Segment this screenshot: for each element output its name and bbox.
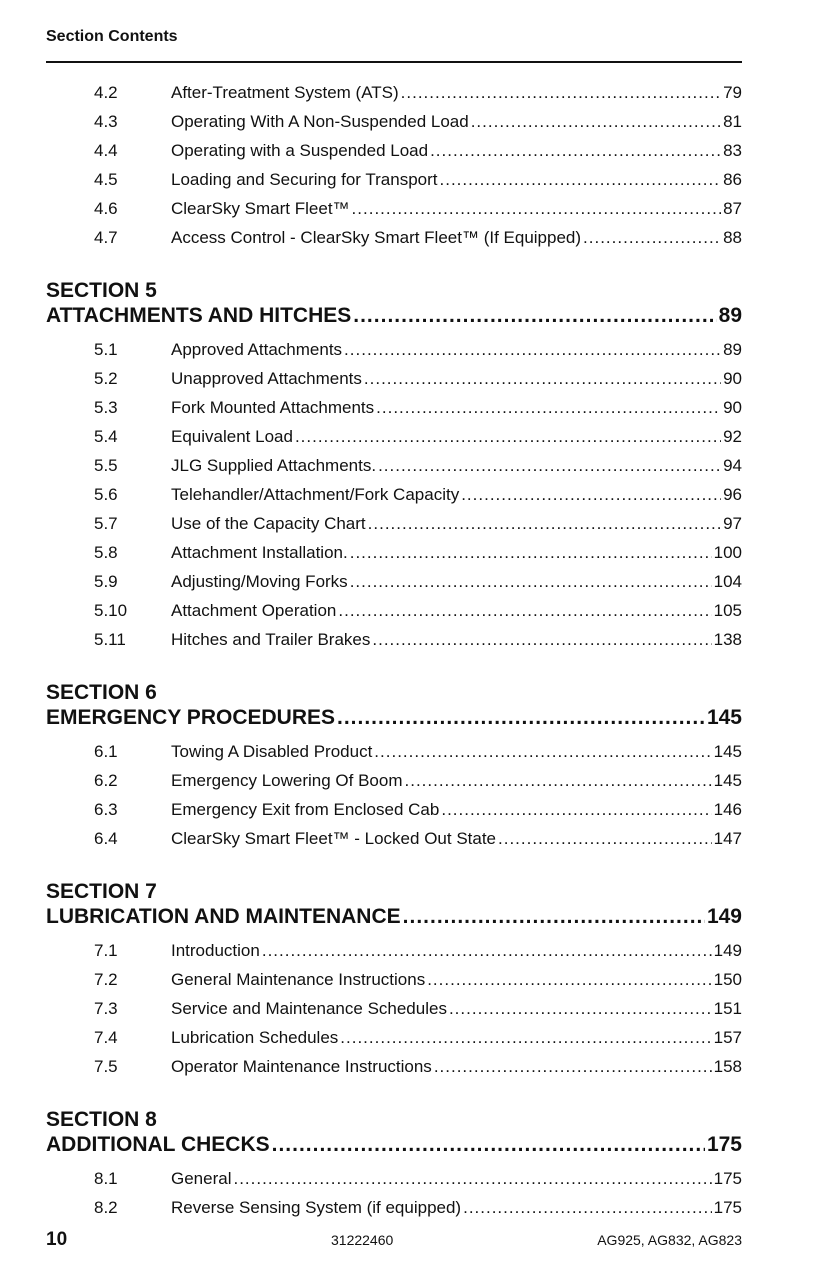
entry-page-number: 87 (723, 199, 742, 218)
dot-leader (374, 742, 711, 762)
toc-entry[interactable] (46, 485, 742, 514)
entry-title: Unapproved Attachments (171, 369, 362, 388)
entry-title: JLG Supplied Attachments. (171, 456, 377, 475)
entry-number: 4.7 (94, 228, 118, 247)
entry-page-number: 146 (713, 800, 742, 819)
section-page-number: 89 (718, 304, 742, 327)
toc-entry[interactable] (46, 1198, 742, 1227)
entry-number: 4.6 (94, 199, 118, 218)
dot-leader (449, 999, 712, 1019)
section-page-number: 149 (706, 905, 742, 928)
page-header-title: Section Contents (46, 28, 178, 45)
entry-title: Reverse Sensing System (if equipped) (171, 1198, 462, 1217)
dot-leader (337, 706, 705, 730)
toc-entry[interactable] (46, 1169, 742, 1198)
entry-number: 6.1 (94, 742, 118, 761)
toc-entry[interactable] (46, 630, 742, 659)
dot-leader (353, 304, 716, 328)
entry-page-number: 94 (723, 456, 742, 475)
entry-title: Lubrication Schedules (171, 1028, 339, 1047)
entry-title: Emergency Lowering Of Boom (171, 771, 403, 790)
entry-page-number: 147 (713, 829, 742, 848)
section-label: SECTION 6 (46, 681, 157, 704)
dot-leader (403, 905, 705, 929)
toc-entry[interactable] (46, 369, 742, 398)
entry-number: 5.9 (94, 572, 118, 591)
dot-leader (405, 771, 712, 791)
entry-number: 5.5 (94, 456, 118, 475)
toc-entry[interactable] (46, 941, 742, 970)
section-title: LUBRICATION AND MAINTENANCE (46, 905, 401, 928)
entry-title: Access Control - ClearSky Smart Fleet™ (If Equipped) (171, 228, 582, 247)
entry-number: 4.5 (94, 170, 118, 189)
entry-title: Emergency Exit from Enclosed Cab (171, 800, 440, 819)
entry-title: Approved Attachments (171, 340, 343, 359)
toc-entry[interactable] (46, 829, 742, 858)
dot-leader (368, 514, 721, 534)
entry-title: Attachment Operation (171, 601, 337, 620)
entry-page-number: 81 (723, 112, 742, 131)
toc-entry[interactable] (46, 742, 742, 771)
entry-page-number: 145 (713, 742, 742, 761)
dot-leader (350, 543, 712, 563)
section-title: ATTACHMENTS AND HITCHES (46, 304, 352, 327)
toc-section (46, 878, 742, 1086)
entry-title: Introduction (171, 941, 260, 960)
toc-entry[interactable] (46, 771, 742, 800)
section-label: SECTION 7 (46, 880, 157, 903)
toc-entry[interactable] (46, 199, 742, 228)
entry-title: Hitches and Trailer Brakes (171, 630, 371, 649)
entry-title: After-Treatment System (ATS) (171, 83, 399, 102)
dot-leader (344, 340, 721, 360)
toc-entry[interactable] (46, 398, 742, 427)
entry-page-number: 151 (713, 999, 742, 1018)
toc-section-entry[interactable] (46, 304, 742, 334)
entry-number: 4.2 (94, 83, 118, 102)
entry-title: Attachment Installation. (171, 543, 348, 562)
dot-leader (463, 1198, 712, 1218)
toc-entry[interactable] (46, 456, 742, 485)
entry-number: 8.2 (94, 1198, 118, 1217)
section-label: SECTION 8 (46, 1108, 157, 1131)
entry-number: 4.4 (94, 141, 118, 160)
toc-section-entry[interactable] (46, 706, 742, 736)
toc-entry[interactable] (46, 228, 742, 257)
dot-leader (352, 199, 722, 219)
entry-title: Use of the Capacity Chart (171, 514, 366, 533)
page-footer (46, 1229, 742, 1253)
dot-leader (376, 398, 721, 418)
dot-leader (372, 630, 711, 650)
toc-entry[interactable] (46, 141, 742, 170)
footer-page-number: 10 (46, 1229, 68, 1250)
entry-page-number: 138 (713, 630, 742, 649)
entry-number: 5.2 (94, 369, 118, 388)
dot-leader (378, 456, 721, 476)
toc-section (46, 277, 742, 659)
dot-leader (364, 369, 721, 389)
dot-leader (350, 572, 712, 592)
entry-page-number: 145 (713, 771, 742, 790)
toc-section-entry[interactable] (46, 1133, 742, 1163)
entry-page-number: 175 (713, 1198, 742, 1217)
entry-title: Towing A Disabled Product (171, 742, 373, 761)
footer-doc-number: 31222460 (331, 1232, 394, 1248)
entry-number: 5.8 (94, 543, 118, 562)
toc-entry[interactable] (46, 1028, 742, 1057)
entry-page-number: 104 (713, 572, 742, 591)
entry-page-number: 90 (723, 369, 742, 388)
entry-page-number: 79 (723, 83, 742, 102)
dot-leader (272, 1133, 705, 1157)
entry-number: 6.4 (94, 829, 118, 848)
toc-entry[interactable] (46, 601, 742, 630)
entry-number: 5.7 (94, 514, 118, 533)
footer-models: AG925, AG832, AG823 (597, 1232, 742, 1248)
entry-number: 5.6 (94, 485, 118, 504)
entry-number: 6.2 (94, 771, 118, 790)
entry-number: 7.5 (94, 1057, 118, 1076)
entry-page-number: 149 (713, 941, 742, 960)
dot-leader (498, 829, 712, 849)
toc-section (46, 679, 742, 858)
dot-leader (583, 228, 721, 248)
dot-leader (427, 970, 711, 990)
entry-number: 7.1 (94, 941, 118, 960)
toc-section (46, 83, 742, 257)
entry-title: Operating with a Suspended Load (171, 141, 429, 160)
toc-entry[interactable] (46, 543, 742, 572)
entry-page-number: 100 (713, 543, 742, 562)
entry-page-number: 96 (723, 485, 742, 504)
toc-entry[interactable] (46, 800, 742, 829)
entry-number: 4.3 (94, 112, 118, 131)
section-page-number: 145 (706, 706, 742, 729)
dot-leader (440, 170, 722, 190)
dot-leader (461, 485, 721, 505)
entry-number: 6.3 (94, 800, 118, 819)
entry-number: 8.1 (94, 1169, 118, 1188)
entry-page-number: 105 (713, 601, 742, 620)
entry-page-number: 90 (723, 398, 742, 417)
entry-title: Equivalent Load (171, 427, 293, 446)
entry-number: 7.2 (94, 970, 118, 989)
entry-number: 5.3 (94, 398, 118, 417)
section-page-number: 175 (706, 1133, 742, 1156)
toc-entry[interactable] (46, 999, 742, 1028)
entry-page-number: 175 (713, 1169, 742, 1188)
entry-title: Service and Maintenance Schedules (171, 999, 447, 1018)
toc-entry[interactable] (46, 112, 742, 141)
entry-title: Loading and Securing for Transport (171, 170, 438, 189)
toc-entry[interactable] (46, 572, 742, 601)
dot-leader (262, 941, 712, 961)
dot-leader (295, 427, 721, 447)
toc-entry[interactable] (46, 1057, 742, 1086)
toc-section (46, 1106, 742, 1227)
dot-leader (441, 800, 711, 820)
entry-title: Operator Maintenance Instructions (171, 1057, 432, 1076)
section-title: EMERGENCY PROCEDURES (46, 706, 335, 729)
dot-leader (434, 1057, 712, 1077)
entry-number: 7.3 (94, 999, 118, 1018)
entry-title: Operating With A Non-Suspended Load (171, 112, 469, 131)
entry-page-number: 150 (713, 970, 742, 989)
dot-leader (338, 601, 711, 621)
entry-number: 5.11 (94, 630, 126, 649)
toc-entry[interactable] (46, 970, 742, 999)
header-rule (46, 61, 742, 63)
entry-number: 5.10 (94, 601, 128, 620)
dot-leader (471, 112, 721, 132)
dot-leader (401, 83, 721, 103)
entry-page-number: 157 (713, 1028, 742, 1047)
entry-page-number: 86 (723, 170, 742, 189)
toc-entry[interactable] (46, 83, 742, 112)
entry-title: General (171, 1169, 232, 1188)
toc-entry[interactable] (46, 340, 742, 369)
table-of-contents (46, 83, 742, 1227)
toc-entry[interactable] (46, 170, 742, 199)
toc-section-entry[interactable] (46, 905, 742, 935)
entry-number: 7.4 (94, 1028, 118, 1047)
entry-number: 5.1 (94, 340, 118, 359)
entry-page-number: 89 (723, 340, 742, 359)
dot-leader (233, 1169, 711, 1189)
entry-page-number: 83 (723, 141, 742, 160)
dot-leader (430, 141, 721, 161)
entry-page-number: 158 (713, 1057, 742, 1076)
toc-entry[interactable] (46, 427, 742, 456)
section-label: SECTION 5 (46, 279, 157, 302)
entry-page-number: 97 (723, 514, 742, 533)
section-title: ADDITIONAL CHECKS (46, 1133, 270, 1156)
entry-title: ClearSky Smart Fleet™ (171, 199, 350, 218)
entry-title: Fork Mounted Attachments (171, 398, 375, 417)
entry-page-number: 92 (723, 427, 742, 446)
entry-title: Adjusting/Moving Forks (171, 572, 348, 591)
entry-page-number: 88 (723, 228, 742, 247)
toc-entry[interactable] (46, 514, 742, 543)
entry-title: General Maintenance Instructions (171, 970, 426, 989)
entry-number: 5.4 (94, 427, 118, 446)
entry-title: ClearSky Smart Fleet™ - Locked Out State (171, 829, 497, 848)
entry-title: Telehandler/Attachment/Fork Capacity (171, 485, 460, 504)
dot-leader (340, 1028, 711, 1048)
